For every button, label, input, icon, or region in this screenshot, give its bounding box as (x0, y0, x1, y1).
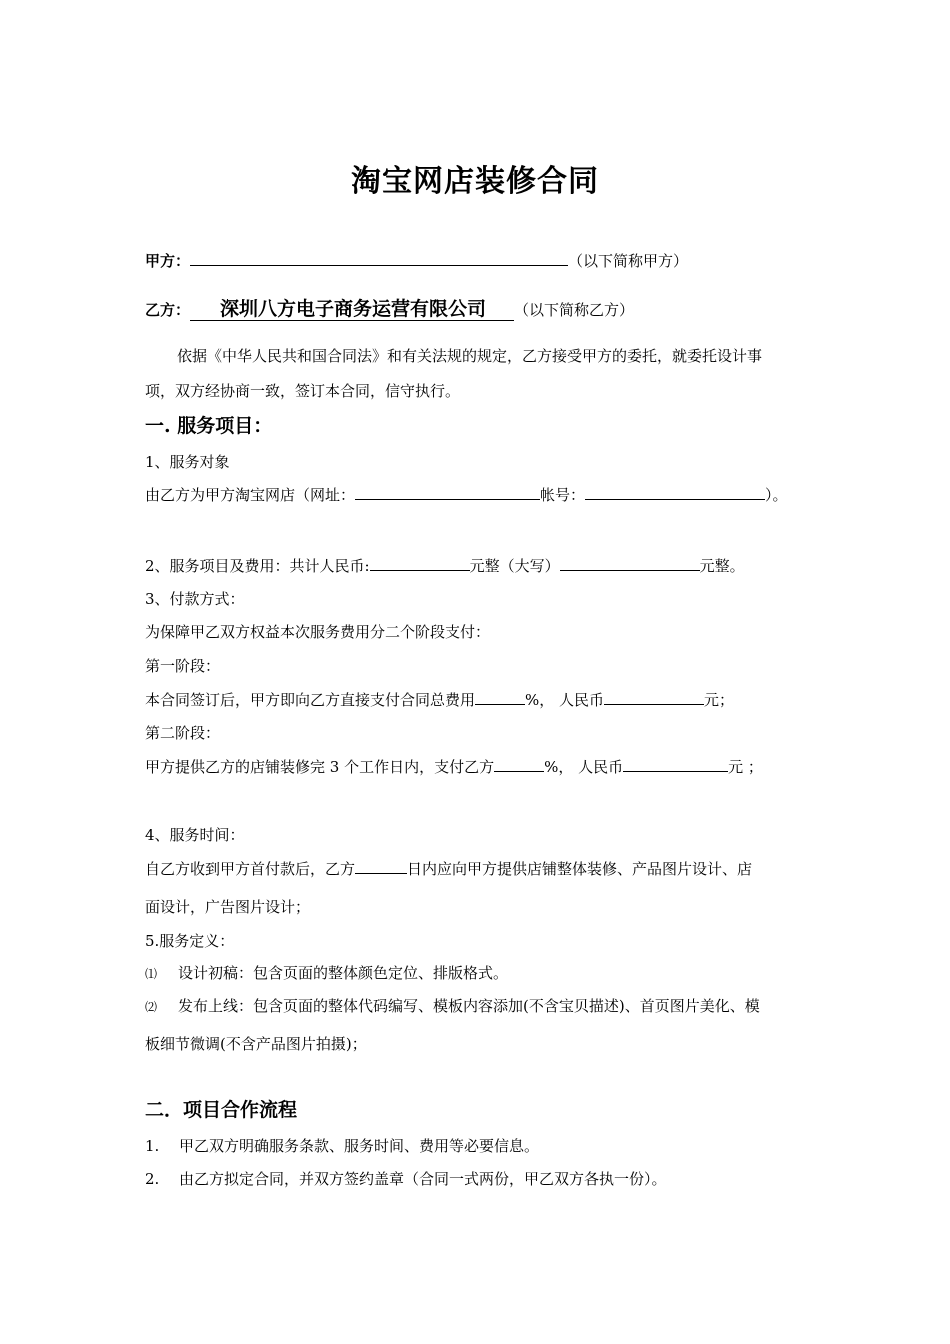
definition-2-text: 发布上线：包含页面的整体代码编写、模板内容添加(不含宝贝描述)、首页图片美化、模 (178, 997, 760, 1015)
item4-text-b: 日内应向甲方提供店铺整体装修、产品图片设计、店 (407, 860, 753, 878)
section1-heading: 一. 服务项目： (145, 415, 273, 437)
item5-title: 5.服务定义： (145, 932, 235, 950)
stage1-amount-blank (604, 689, 704, 705)
section2-heading: 二．项目合作流程 (145, 1099, 298, 1121)
process-item-number: 1. (145, 1137, 160, 1155)
item1-text-a: 由乙方为甲方淘宝网店（网址： (145, 486, 356, 504)
process-item (145, 1169, 667, 1189)
party-b-label: 乙方： (145, 301, 191, 319)
stage2-percent-blank (494, 756, 544, 772)
item1-title: 1、服务对象 (145, 453, 230, 471)
item2-line (145, 555, 745, 576)
definition-1-text: 设计初稿：包含页面的整体颜色定位、排版格式。 (178, 964, 509, 982)
process-item (145, 1136, 539, 1156)
item4-title: 4、服务时间： (145, 826, 245, 844)
stage1-title: 第一阶段： (145, 657, 221, 675)
stage2-line (145, 756, 763, 777)
document-title: 淘宝网店装修合同 (351, 164, 599, 199)
item1-line (145, 484, 788, 505)
party-a-blank (190, 250, 568, 266)
intro-line-2: 项，双方经协商一致，签订本合同，信守执行。 (145, 382, 461, 400)
definition-2 (145, 996, 760, 1017)
stage2-text-a: 甲方提供乙方的店铺装修完 3 个工作日内，支付乙方 (145, 758, 495, 776)
amount-words-blank (560, 555, 700, 571)
item2-text-b: 元整（大写） (469, 557, 560, 575)
stage1-line (145, 689, 734, 710)
party-a-suffix: （以下简称甲方） (568, 252, 689, 270)
party-a-line (145, 250, 688, 271)
definition-1 (145, 963, 508, 984)
item2-text-c: 元整。 (699, 557, 745, 575)
item3-intro: 为保障甲乙双方权益本次服务费用分二个阶段支付： (145, 623, 491, 641)
item3-title: 3、付款方式： (145, 590, 245, 608)
item1-text-c: ）。 (765, 486, 788, 504)
stage1-percent-blank (475, 689, 525, 705)
party-b-company: 深圳八方电子商务运营有限公司 (190, 298, 514, 321)
party-b-suffix: （以下简称乙方） (514, 301, 635, 319)
stage2-title: 第二阶段： (145, 724, 221, 742)
days-blank (355, 858, 407, 874)
stage1-text-b: %， 人民币 (525, 691, 605, 709)
process-item-text: 由乙方拟定合同，并双方签约盖章（合同一式两份，甲乙双方各执一份）。 (179, 1170, 667, 1188)
account-blank (585, 484, 765, 500)
definition-2-number: ⑵ (145, 1000, 158, 1014)
process-item-number: 2. (145, 1170, 160, 1188)
definition-1-number: ⑴ (145, 967, 158, 981)
party-a-label: 甲方： (145, 252, 191, 270)
party-b-line (145, 298, 634, 321)
intro-line-1: 依据《中华人民共和国合同法》和有关法规的规定，乙方接受甲方的委托，就委托设计事 (177, 347, 763, 365)
item4-line (145, 858, 752, 879)
item1-text-b: 帐号： (540, 486, 586, 504)
item4-text-a: 自乙方收到甲方首付款后，乙方 (145, 860, 356, 878)
stage1-text-c: 元； (704, 691, 735, 709)
item2-text-a: 2、服务项目及费用：共计人民币: (145, 557, 370, 575)
stage2-text-c: 元 ； (728, 758, 763, 776)
url-blank (355, 484, 540, 500)
item4-line-2: 面设计，广告图片设计； (145, 898, 311, 916)
definition-2-continued: 板细节微调(不含产品图片拍摄)； (145, 1035, 367, 1053)
amount-blank (370, 555, 470, 571)
stage2-amount-blank (623, 756, 728, 772)
stage2-text-b: %， 人民币 (544, 758, 624, 776)
process-item-text: 甲乙双方明确服务条款、服务时间、费用等必要信息。 (179, 1137, 540, 1155)
stage1-text-a: 本合同签订后，甲方即向乙方直接支付合同总费用 (145, 691, 476, 709)
